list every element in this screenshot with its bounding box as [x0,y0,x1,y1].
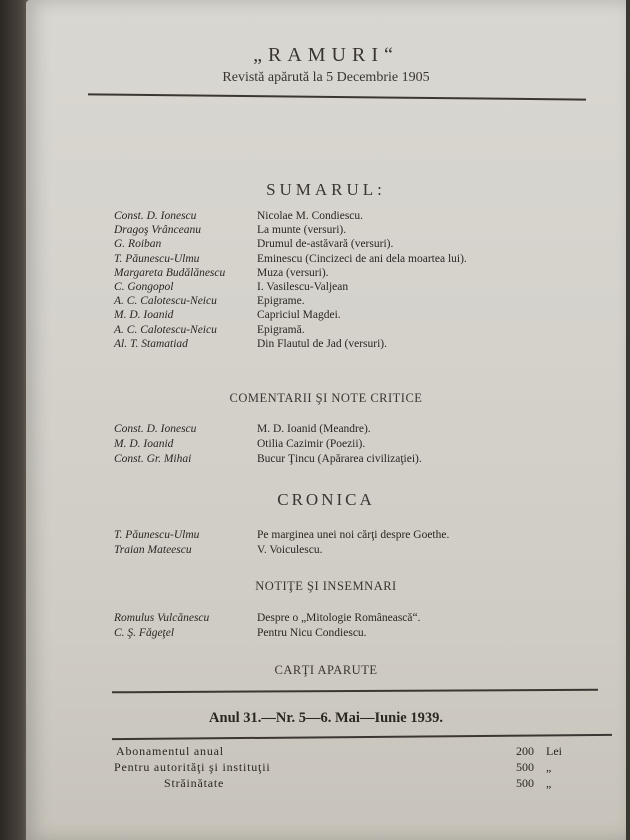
author: Dragoş Vrânceanu [114,224,201,237]
author: M. D. Ioanid [114,438,174,450]
subscription-unit: „ [546,760,552,774]
author: M. D. Ioanid [114,309,174,322]
issue-line: Anul 31.—Nr. 5—6. Mai—Iunie 1939. [209,710,443,726]
author: Al. T. Stamatiad [114,337,188,350]
author: Romulus Vulcănescu [114,612,210,624]
work: Drumul de-astăvară (versuri). [257,238,394,251]
work: Eminescu (Cincizeci de ani dela moartea lui). [257,252,467,265]
subscription-label: Străinătate [164,776,225,790]
author: Traian Mateescu [114,544,192,556]
work: La munte (versuri). [257,224,347,237]
list-item [26,626,626,641]
list-item [26,611,626,626]
list-item [26,308,626,322]
subscription-label: Pentru autorităţi şi instituţii [114,760,271,774]
work: Otilia Cazimir (Poezii). [257,438,366,450]
cronica-list [26,528,626,558]
author: Const. D. Ionescu [114,210,197,222]
list-item [26,422,626,437]
work: Despre o „Mitologie Românească“. [257,612,421,624]
comentarii-heading: COMENTARII ŞI NOTE CRITICE [229,391,423,405]
notite-heading: NOTIŢE ŞI INSEMNARI [255,579,397,593]
cronica-heading: CRONICA [277,490,375,509]
subscription-price: 500 [516,760,534,774]
author: A. C. Calotescu-Neicu [114,295,217,308]
magazine-subtitle: Revistă apărută la 5 Decembrie 1905 [222,70,430,85]
author: G. Roiban [114,238,162,251]
work: V. Voiculescu. [257,544,323,556]
list-item [26,337,626,351]
list-item [26,266,626,280]
header-rule [88,93,586,100]
list-item [26,528,626,543]
author: Margareta Budălănescu [114,266,226,279]
work: Epigrame. [257,295,305,308]
work: Nicolae M. Condiescu. [257,210,364,222]
list-item [26,237,626,251]
subscription-price: 500 [516,776,534,790]
comentarii-list [26,422,626,467]
list-item [26,294,626,308]
author: T. Păunescu-Ulmu [114,529,200,541]
subscription-unit: Lei [546,744,562,758]
issue-bottom-rule [112,734,612,740]
work: Epigramă. [257,323,305,336]
list-item [26,543,626,558]
subscription-price: 200 [516,744,534,758]
list-item [26,323,626,337]
author: A. C. Calotescu-Neicu [114,323,217,336]
author: C. Ş. Făgeţel [114,627,175,639]
author: Const. Gr. Mihai [114,453,192,465]
work: Pentru Nicu Condiescu. [257,627,367,639]
magazine-title: „RAMURI“ [253,44,399,66]
author: T. Păunescu-Ulmu [114,252,200,265]
work: Capriciul Magdei. [257,309,341,322]
sumarul-heading: SUMARUL: [266,180,386,199]
work: I. Vasilescu-Valjean [257,280,349,293]
work: Din Flautul de Jad (versuri). [257,337,387,350]
author: C. Gongopol [114,280,174,293]
work: Pe marginea unei noi cărţi despre Goethe. [257,529,450,541]
subscription-row [26,775,626,791]
list-item [26,252,626,266]
author: Const. D. Ionescu [114,423,197,435]
magazine-page [26,0,626,840]
work: Muza (versuri). [257,266,329,279]
list-item [26,437,626,452]
work: Bucur Ţincu (Apărarea civilizaţiei). [257,453,422,465]
list-item [26,280,626,294]
carti-heading: CARŢI APARUTE [274,663,378,677]
subscription-unit: „ [546,776,552,790]
list-item [26,223,626,237]
sumarul-list [26,209,626,351]
list-item [26,452,626,467]
subscription-row [26,743,626,759]
list-item [26,209,626,223]
work: M. D. Ioanid (Meandre). [257,423,371,435]
issue-top-rule [112,689,598,694]
subscription-block [26,743,626,791]
subscription-label: Abonamentul anual [116,744,224,758]
subscription-row [26,759,626,775]
notite-list [26,611,626,641]
